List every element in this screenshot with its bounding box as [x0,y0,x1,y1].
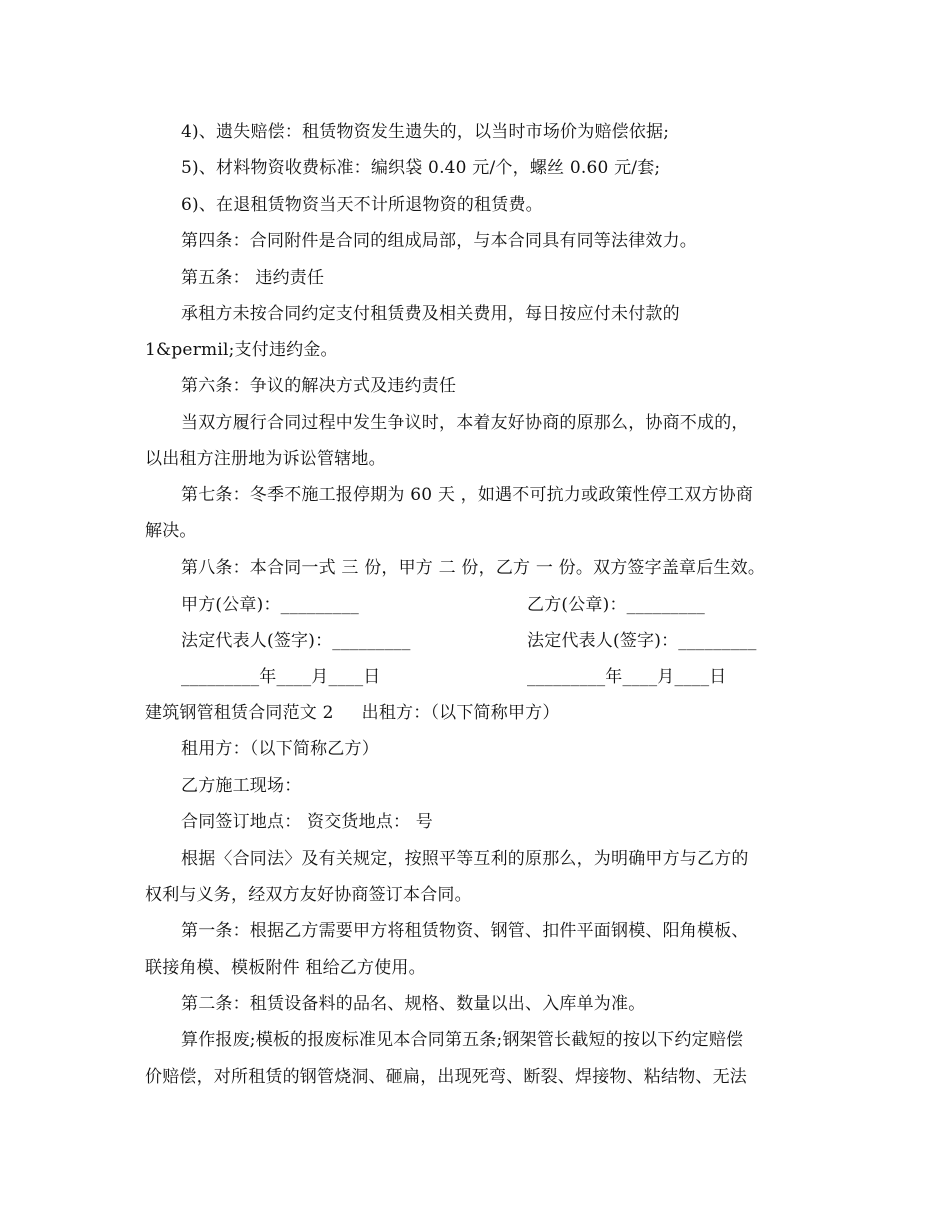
clause-line: 价赔偿，对所租赁的钢管烧洞、砸扁，出现死弯、断裂、焊接物、粘结物、无法 [145,1067,747,1087]
clause-line: 第四条：合同附件是合同的组成局部，与本合同具有同等法律效力。 [181,231,697,251]
clause-line: 第七条：冬季不施工报停期为 60 天 ，如遇不可抗力或政策性停工双方协商 [181,485,754,505]
clause-line: 承租方未按合同约定支付租赁费及相关费用，每日按应付未付款的 [181,304,680,324]
clause-line: 权利与义务，经双方友好协商签订本合同。 [145,885,472,905]
clause-line: 以出租方注册地为诉讼管辖地。 [145,449,386,469]
clause-line: 当双方履行合同过程中发生争议时，本着友好协商的原那么，协商不成的， [181,413,749,433]
party-a-seal-field: 甲方(公章)：_________ [181,595,359,615]
clause-line: 第二条：租赁设备料的品名、规格、数量以出、入库单为准。 [181,994,646,1014]
clause-line: 联接角模、模板附件 租给乙方使用。 [145,958,426,978]
clause-line: 5)、材料物资收费标准：编织袋 0.40 元/个，螺丝 0.60 元/套; [181,158,661,178]
party-b-seal-field: 乙方(公章)：_________ [527,595,705,615]
section-heading: 第五条： 违约责任 [181,268,325,288]
clause-line: 解决。 [145,521,197,541]
party-b-date-field: _________年____月____日 [527,667,727,687]
clause-line: 第一条：根据乙方需要甲方将租赁物资、钢管、扣件平面钢模、阳角模板、 [181,921,749,941]
clause-line: 6)、在退租赁物资当天不计所退物资的租赁费。 [181,195,543,215]
clause-line: 第八条：本合同一式 三 份，甲方 二 份，乙方 一 份。双方签字盖章后生效。 [181,558,766,578]
document-title-line: 建筑钢管租赁合同范文 2 出租方：（以下简称甲方） [145,703,560,723]
clause-line: 合同签订地点： 资交货地点： 号 [181,812,434,832]
clause-line: 1&permil;支付违约金。 [145,340,338,360]
clause-line: 根据〈合同法〉及有关规定，按照平等互利的原那么，为明确甲方与乙方的 [181,849,749,869]
section-heading: 第六条：争议的解决方式及违约责任 [181,376,457,396]
clause-line: 租用方：（以下简称乙方） [181,739,379,759]
party-a-date-field: _________年____月____日 [181,667,381,687]
clause-line: 算作报废;模板的报废标准见本合同第五条;钢架管长截短的按以下约定赔偿 [181,1030,744,1050]
party-b-rep-field: 法定代表人(签字)：_________ [527,631,757,651]
clause-line: 乙方施工现场： [181,776,302,796]
party-a-rep-field: 法定代表人(签字)：_________ [181,631,411,651]
clause-line: 4)、遗失赔偿：租赁物资发生遗失的，以当时市场价为赔偿依据; [181,122,670,142]
